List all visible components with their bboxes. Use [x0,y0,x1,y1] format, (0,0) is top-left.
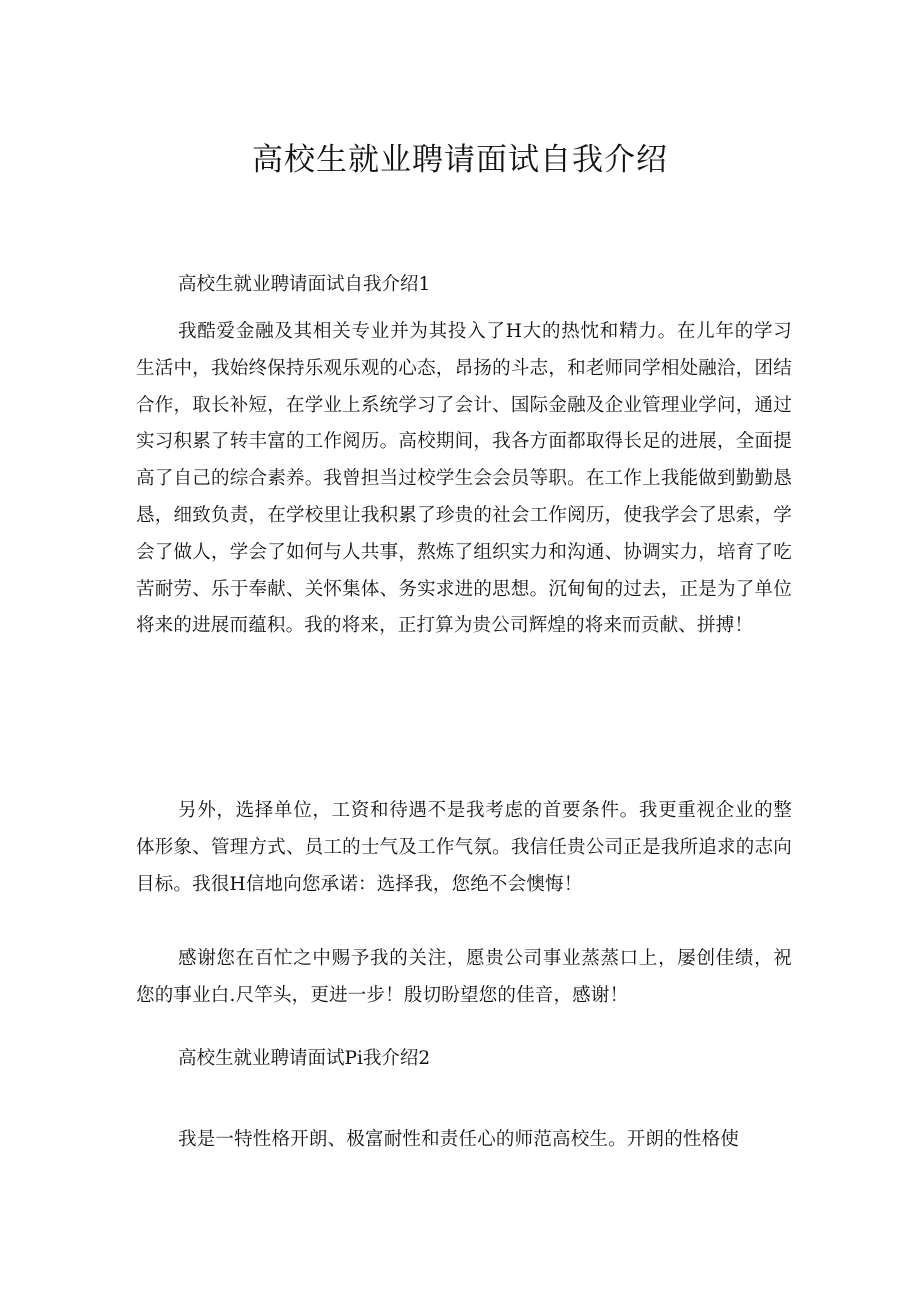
paragraph-self-introduction: 我酷爱金融及其相关专业并为其投入了H大的热忱和精力。在儿年的学习生活中，我始终保持乐观乐观的心态，昂扬的斗志，和老师同学相处融洽，团结合作，取长补短，在学业上系统学习了会计、国际金融及企业管理业学问，通过实习积累了转丰富的工作阅历。高校期间，我各方面都取得长足的进展，全面提高了自己的综合素养。我曾担当过校学生会会员等职。在工作上我能做到勤勤恳恳，细致负责，在学校里让我积累了珍贵的社会工作阅历，使我学会了思索，学会了做人，学会了如何与人共事，熬炼了组织实力和沟通、协调实力，培育了吃苦耐劳、乐于奉献、关怀集体、务实求进的思想。沉甸甸的过去，正是为了单位将来的进展而蕴积。我的将来，正打算为贵公司辉煌的将来而贡献、拼搏！ [136,321,792,637]
section-heading-1: 高校生就业聘请面试自我介绍1 [178,274,431,295]
paragraph-section2-opening: 我是一特性格开朗、极富耐性和责任心的师范高校生。开朗的性格使 [178,1129,740,1150]
paragraph-closing-thanks: 感谢您在百忙之中赐予我的关注，愿贵公司事业蒸蒸口上，屡创佳绩，祝您的事业白.尺竿头，更进一步！殷切盼望您的佳音，感谢！ [136,948,792,1006]
paragraph-job-priorities: 另外，选择单位，工资和待遇不是我考虑的首要条件。我更重视企业的整体形象、管理方式、员工的士气及工作气氛。我信任贵公司正是我所追求的志向目标。我很H信地向您承诺：选择我，您绝不会懊悔！ [136,800,792,895]
section-heading-2: 高校生就业聘请面试Pi我介绍2 [178,1048,431,1069]
document-title: 高校生就业聘请面试自我介绍 [252,142,668,178]
